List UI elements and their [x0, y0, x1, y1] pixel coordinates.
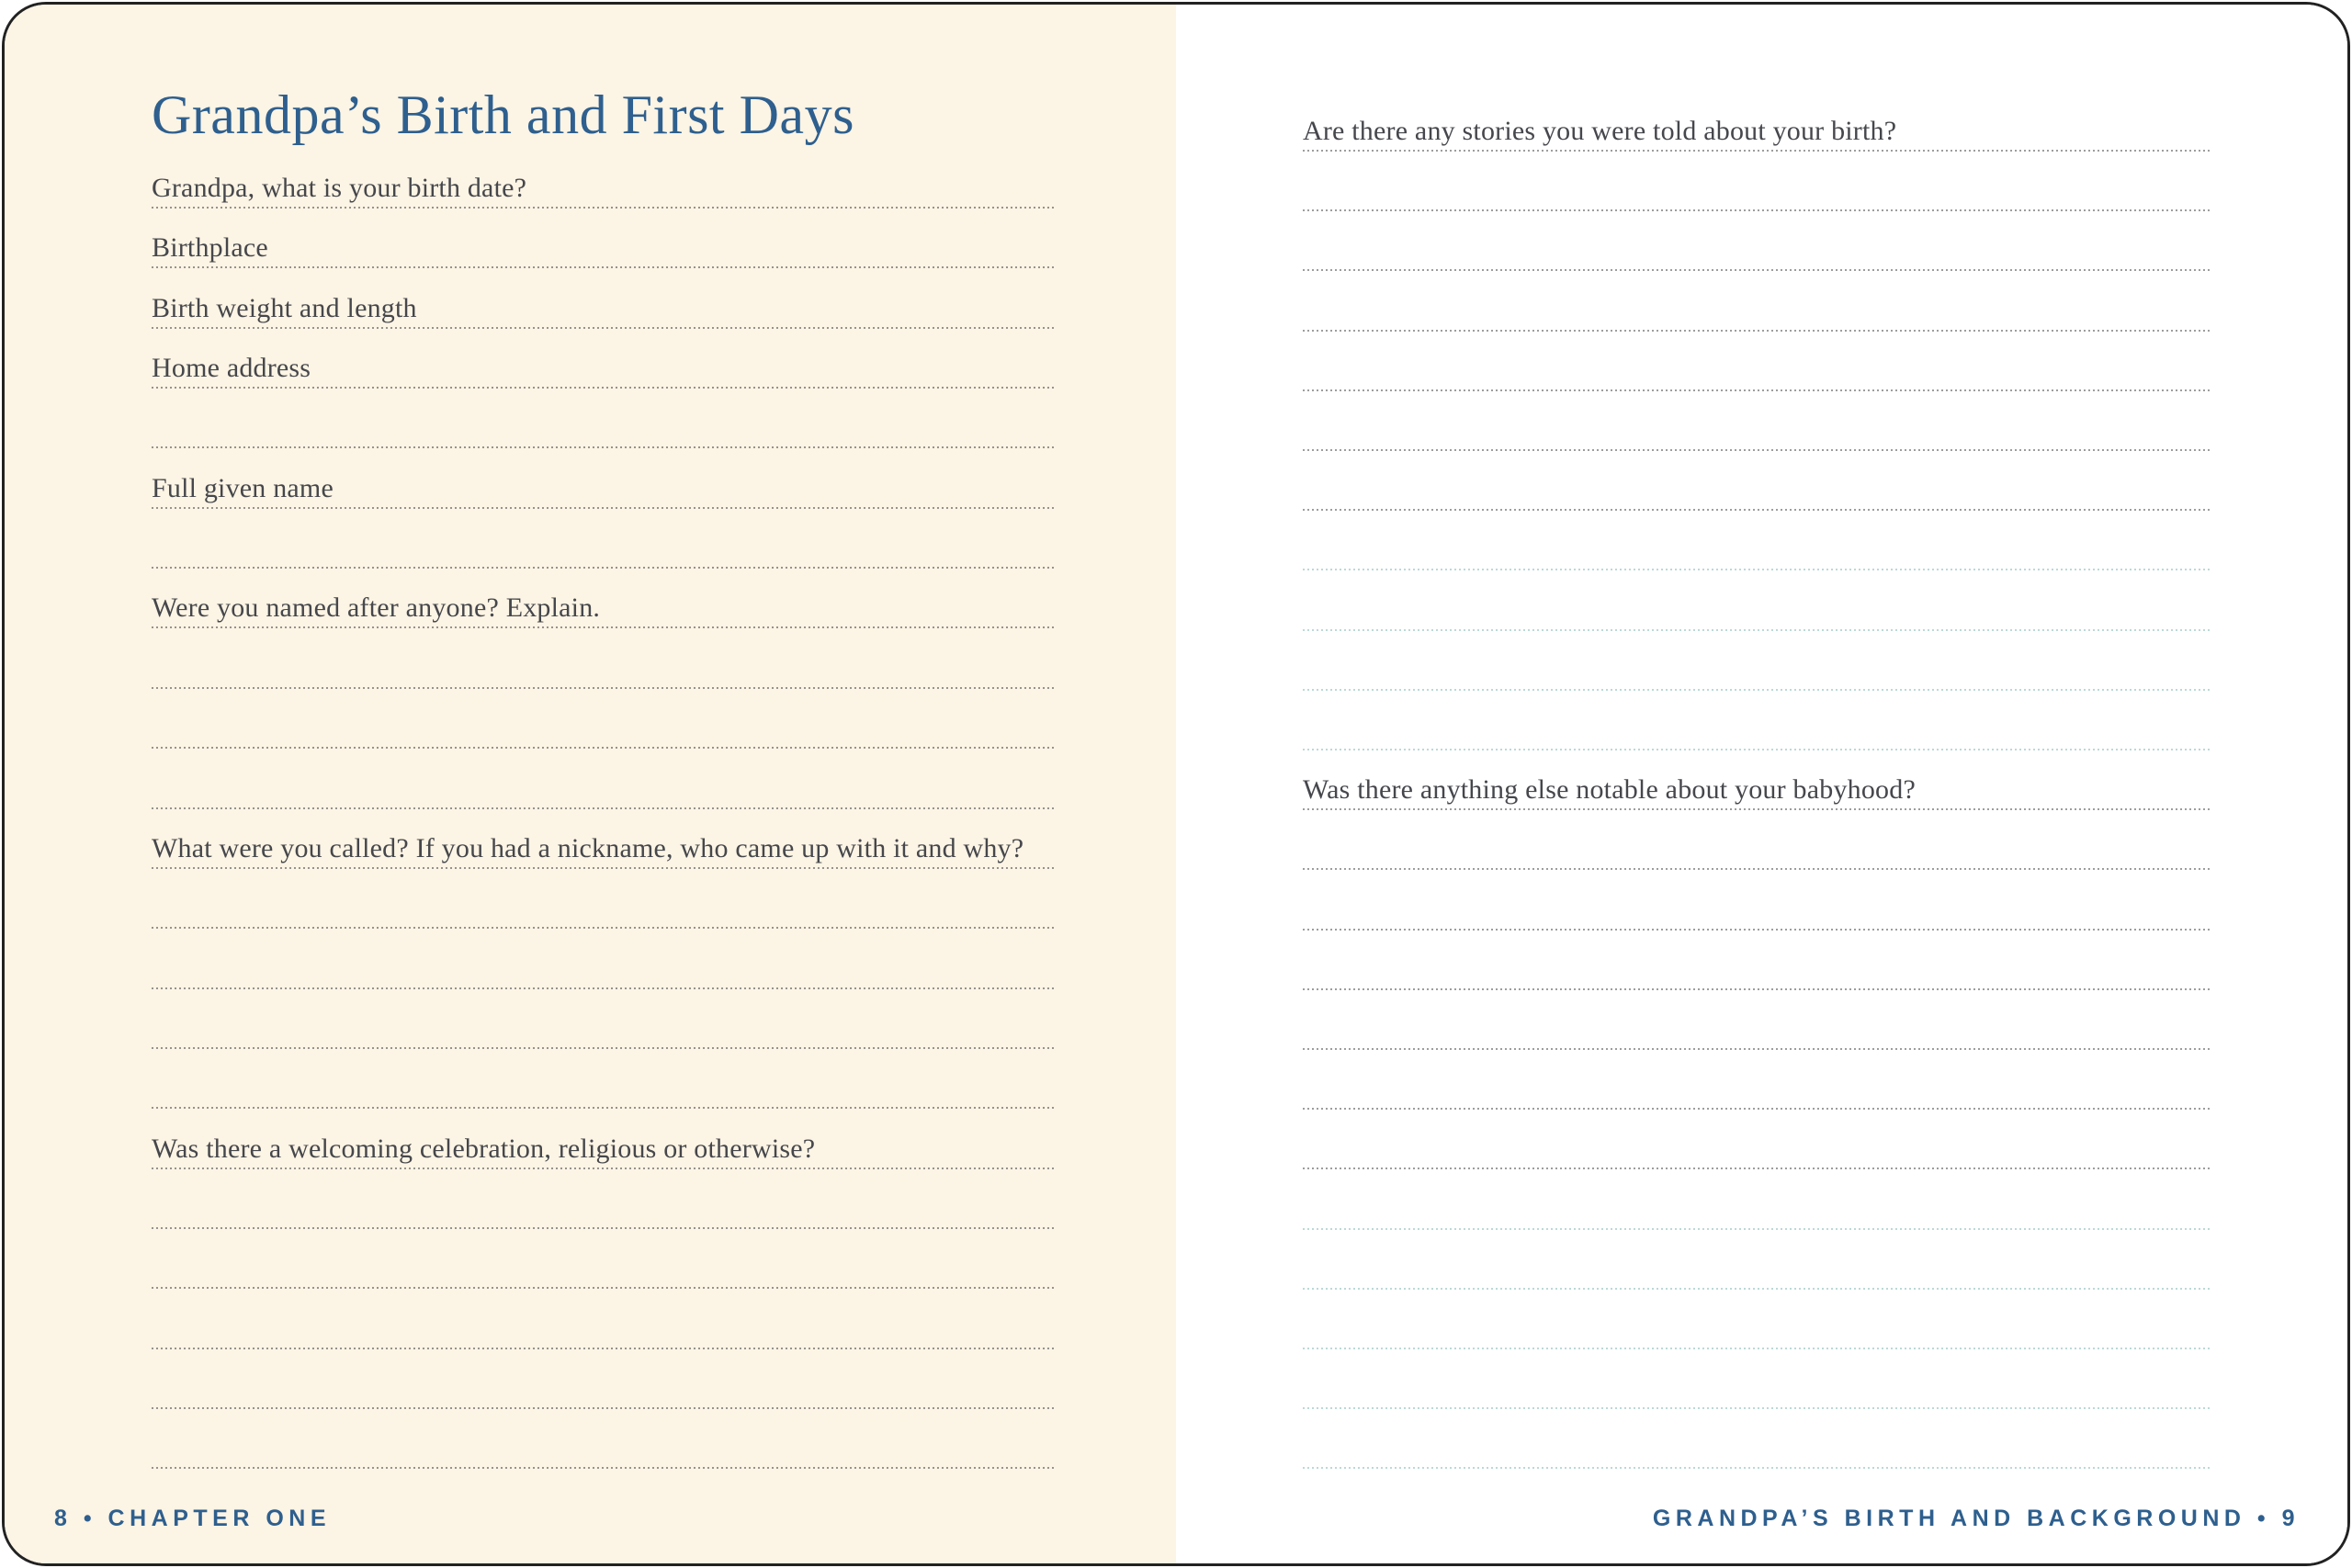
dotted-answer-line	[1303, 808, 2211, 810]
dotted-answer-line	[152, 266, 1057, 268]
question-label: Birth weight and length	[152, 292, 417, 323]
book-spread	[2, 2, 2350, 1566]
dotted-answer-line	[1303, 749, 2211, 750]
dotted-answer-line	[1303, 929, 2211, 931]
dotted-answer-line	[1303, 689, 2211, 691]
right-page	[1176, 5, 2350, 1563]
dotted-answer-line	[1303, 1228, 2211, 1230]
dotted-answer-line	[1303, 1048, 2211, 1050]
dotted-answer-line	[152, 507, 1057, 509]
dotted-answer-line	[1303, 1168, 2211, 1169]
question-label: Full given name	[152, 472, 334, 503]
dotted-answer-line	[1303, 988, 2211, 990]
question-label: Are there any stories you were told about your birth?	[1303, 116, 1897, 146]
question-label: What were you called? If you had a nickname, who came up with it and why?	[152, 832, 1024, 863]
dotted-answer-line	[152, 1348, 1057, 1349]
dotted-answer-line	[1303, 1407, 2211, 1409]
dotted-answer-line	[152, 1047, 1057, 1049]
right-page-lines	[1176, 5, 2350, 1563]
dotted-answer-line	[152, 446, 1057, 448]
dotted-answer-line	[1303, 330, 2211, 332]
dotted-answer-line	[1303, 629, 2211, 631]
dotted-answer-line	[1303, 868, 2211, 870]
dotted-answer-line	[152, 807, 1057, 809]
question-label: Were you named after anyone? Explain.	[152, 592, 601, 624]
question-label: Was there anything else notable about your babyhood?	[1303, 774, 1916, 806]
dotted-answer-line	[1303, 1288, 2211, 1290]
page-title: Grandpa’s Birth and First Days	[152, 85, 854, 145]
dotted-answer-line	[152, 867, 1057, 869]
question-label: Birthplace	[152, 232, 268, 264]
dotted-answer-line	[152, 987, 1057, 989]
dotted-answer-line	[152, 327, 1057, 329]
left-page	[5, 5, 1181, 1563]
dotted-answer-line	[1303, 1108, 2211, 1110]
dotted-answer-line	[152, 1287, 1057, 1289]
dotted-answer-line	[152, 747, 1057, 749]
question-label: Was there a welcoming celebration, religious or otherwise?	[152, 1133, 816, 1164]
dotted-answer-line	[152, 687, 1057, 689]
dotted-answer-line	[1303, 389, 2211, 391]
dotted-answer-line	[152, 927, 1057, 929]
dotted-answer-line	[1303, 449, 2211, 451]
question-label: Home address	[152, 353, 311, 384]
dotted-answer-line	[1303, 509, 2211, 511]
dotted-answer-line	[152, 1168, 1057, 1169]
question-label: Grandpa, what is your birth date?	[152, 173, 527, 203]
dotted-answer-line	[1303, 569, 2211, 570]
dotted-answer-line	[1303, 1348, 2211, 1349]
dotted-answer-line	[152, 207, 1057, 209]
left-page-footer: 8 • CHAPTER ONE	[54, 1506, 332, 1531]
dotted-answer-line	[152, 387, 1057, 389]
dotted-answer-line	[152, 1467, 1057, 1469]
dotted-answer-line	[152, 626, 1057, 628]
dotted-answer-line	[152, 1227, 1057, 1229]
dotted-answer-line	[152, 1407, 1057, 1409]
right-page-footer: GRANDPA’S BIRTH AND BACKGROUND • 9	[1652, 1506, 2300, 1531]
dotted-answer-line	[1303, 150, 2211, 152]
left-page-lines	[5, 5, 1181, 1563]
dotted-answer-line	[1303, 269, 2211, 271]
dotted-answer-line	[152, 567, 1057, 569]
dotted-answer-line	[152, 1107, 1057, 1109]
dotted-answer-line	[1303, 209, 2211, 211]
dotted-answer-line	[1303, 1467, 2211, 1469]
